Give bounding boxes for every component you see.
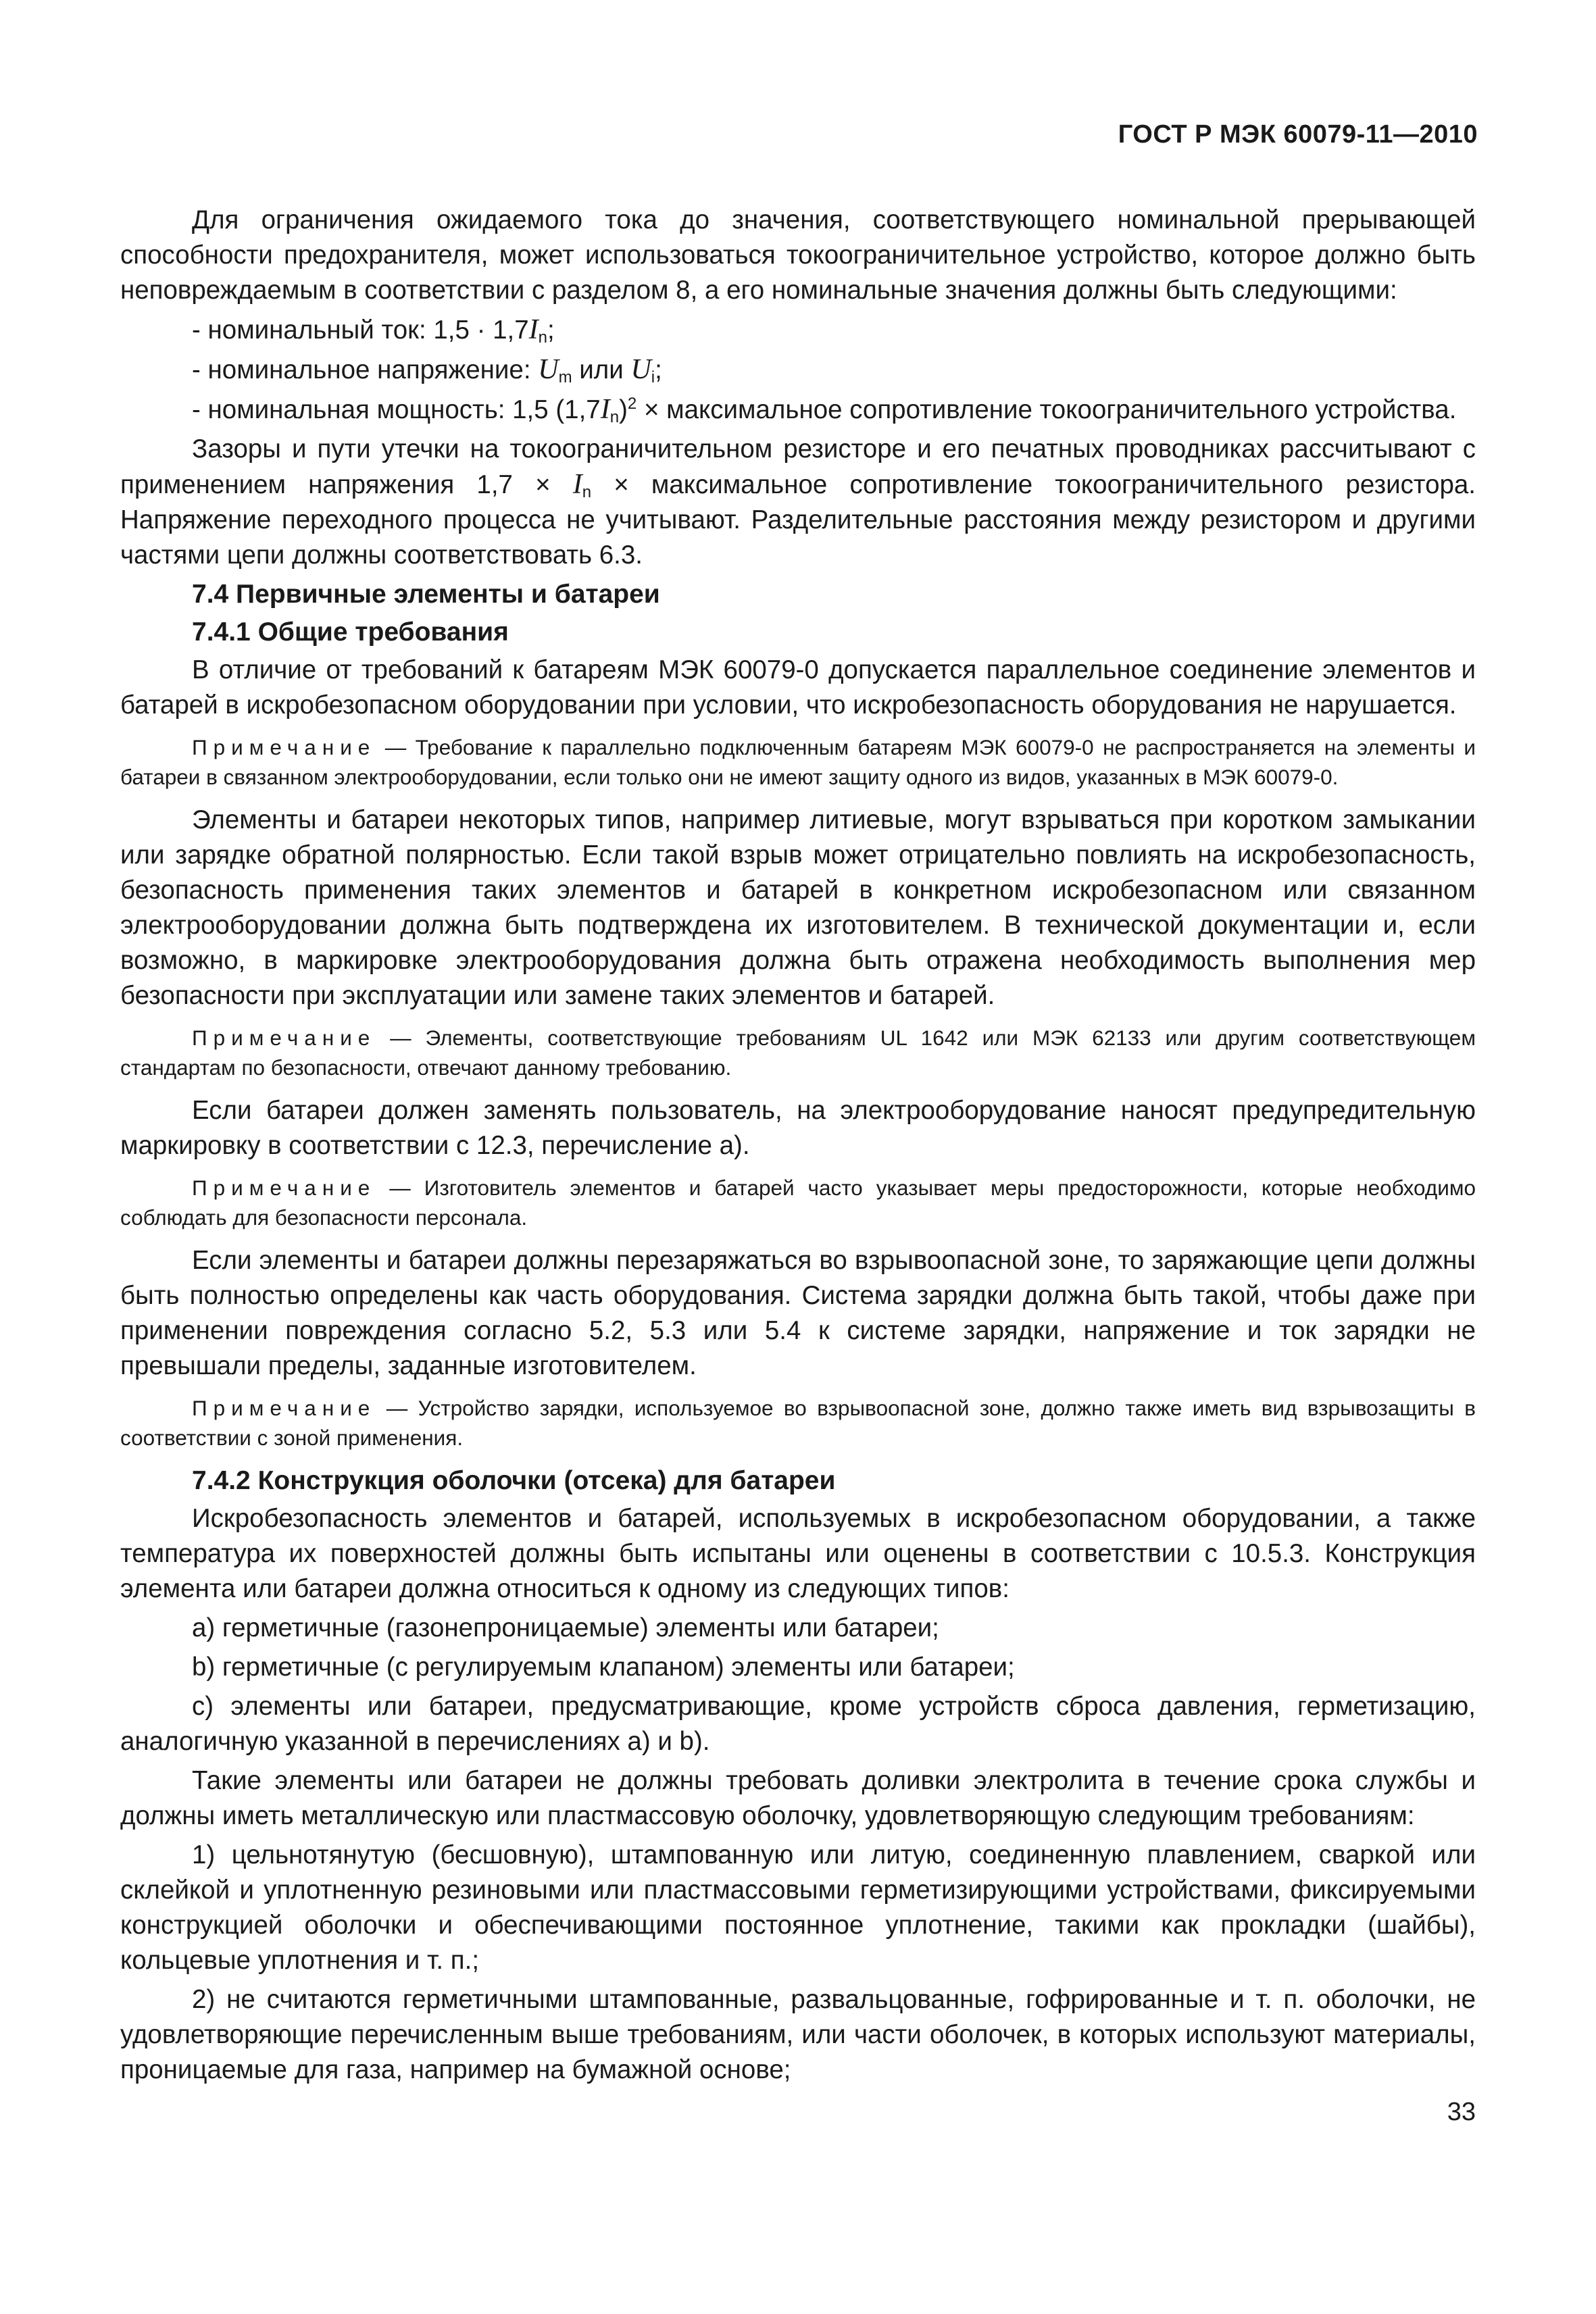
note: Примечание — Требование к параллельно подключенным батареям МЭК 60079-0 не распространяется на элементы и батареи в связанном электрооборудовании, если только они не имеют защиту одного из видов, указанных в МЭК 60079-0. (120, 735, 1476, 789)
list-item: 2) не считаются герметичными штампованные, развальцованные, гофрированные и т. п. оболочки, не удовлетворяющие перечисленным выше требованиям, или части оболочек, в которых используют материалы, проницаемые для газа, например на бумажной основе; (120, 1985, 1476, 2084)
list-item: 1) цельнотянутую (бесшовную), штампованную или литую, соединенную плавлением, сваркой или склейкой и уплотненную резиновыми или пластмассовыми герметизирующими устройствами, фиксируемыми конструкцией оболочки и обеспечивающими постоянное уплотнение, такими как прокладки (шайбы), кольцевые уплотнения и т. п.; (120, 1840, 1476, 1975)
list-item: с) элементы или батареи, предусматривающие, кроме устройств сброса давления, герметизацию, аналогичную указанной в перечислениях а) и b). (120, 1692, 1476, 1756)
note-label: Примечание (192, 1396, 376, 1420)
list-item: а) герметичные (газонепроницаемые) элементы или батареи; (192, 1613, 939, 1642)
paragraph-clearances: Зазоры и пути утечки на токоограничительном резисторе и его печатных проводниках рассчитывают с применением напряжения $1,7 \times I_n$ × максимальное сопротивление токоограничительного резистора. Напряжение переходного процесса не учитывают. Разделительные расстояния между резистором и другими частями цепи должны соответствовать 6.3. (120, 434, 1476, 570)
note-label: Примечание (192, 735, 376, 759)
paragraph: В отличие от требований к батареям МЭК 60079-0 допускается параллельное соединение элементов и батарей в искробезопасном оборудовании при условии, что искробезопасность оборудования не нарушается. (120, 655, 1476, 720)
list-item-rated-current: - номинальный ток: $1,5 \cdot 1,7I_n$; (192, 314, 555, 347)
list-item-rated-voltage: - номинальное напряжение: $U_m$ или $U_i$; (192, 354, 662, 386)
note-label: Примечание (192, 1026, 376, 1050)
note-label: Примечание (192, 1176, 376, 1200)
section-heading-7-4-1: 7.4.1 Общие требования (192, 618, 509, 647)
paragraph: Для ограничения ожидаемого тока до значения, соответствующего номинальной прерывающей способности предохранителя, может использоваться токоограничительное устройство, которое должно быть неповреждаемым в соответствии с разделом 8, а его номинальные значения должны быть следующими: (120, 205, 1476, 305)
paragraph: Если элементы и батареи должны перезаряжаться во взрывоопасной зоне, то заряжающие цепи должны быть полностью определены как часть оборудования. Система зарядки должна быть такой, чтобы даже при применении повреждения согласно 5.2, 5.3 или 5.4 к системе зарядки, напряжение и ток зарядки не превышали пределы, заданные изготовителем. (120, 1246, 1476, 1380)
section-heading-7-4: 7.4 Первичные элементы и батареи (192, 580, 660, 609)
note: Примечание — Устройство зарядки, используемое во взрывоопасной зоне, должно также иметь вид взрывозащиты в соответствии с зоной применения. (120, 1396, 1476, 1450)
paragraph: Искробезопасность элементов и батарей, используемых в искробезопасном оборудовании, а также температура их поверхностей должны быть испытаны или оценены в соответствии с 10.5.3. Конструкция элемента или батареи должна относиться к одному из следующих типов: (120, 1504, 1476, 1603)
document-code: ГОСТ Р МЭК 60079-11—2010 (1118, 120, 1478, 149)
paragraph: Элементы и батареи некоторых типов, например литиевые, могут взрываться при коротком замыкании или зарядке обратной полярностью. Если такой взрыв может отрицательно повлиять на искробезопасность, безопасность применения таких элементов и батарей в конкретном искробезопасном или связанном электрооборудовании должна быть подтверждена их изготовителем. В технической документации и, если возможно, в маркировке электрооборудования должна быть отражена необходимость выполнения мер безопасности при эксплуатации или замене таких элементов и батарей. (120, 805, 1476, 1010)
page-body (120, 203, 1476, 2092)
list-item: b) герметичные (с регулируемым клапаном) элементы или батареи; (192, 1653, 1015, 1682)
note: Примечание — Изготовитель элементов и батарей часто указывает меры предосторожности, которые необходимо соблюдать для безопасности персонала. (120, 1176, 1476, 1230)
page-number: 33 (1447, 2098, 1476, 2126)
list-item-rated-power: - номинальная мощность: 1,5 $(1,7I_n)^2$ × максимальное сопротивление токоограничительного устройства. (192, 394, 1457, 426)
section-heading-7-4-2: 7.4.2 Конструкция оболочки (отсека) для батареи (192, 1466, 836, 1495)
note: Примечание — Элементы, соответствующие требованиям UL 1642 или МЭК 62133 или другим соответствующем стандартам по безопасности, отвечают данному требованию. (120, 1026, 1476, 1080)
paragraph: Такие элементы или батареи не должны требовать доливки электролита в течение срока службы и должны иметь металлическую или пластмассовую оболочку, удовлетворяющую следующим требованиям: (120, 1766, 1476, 1830)
paragraph: Если батареи должен заменять пользователь, на электрооборудование наносят предупредительную маркировку в соответствии с 12.3, перечисление а). (120, 1096, 1476, 1160)
